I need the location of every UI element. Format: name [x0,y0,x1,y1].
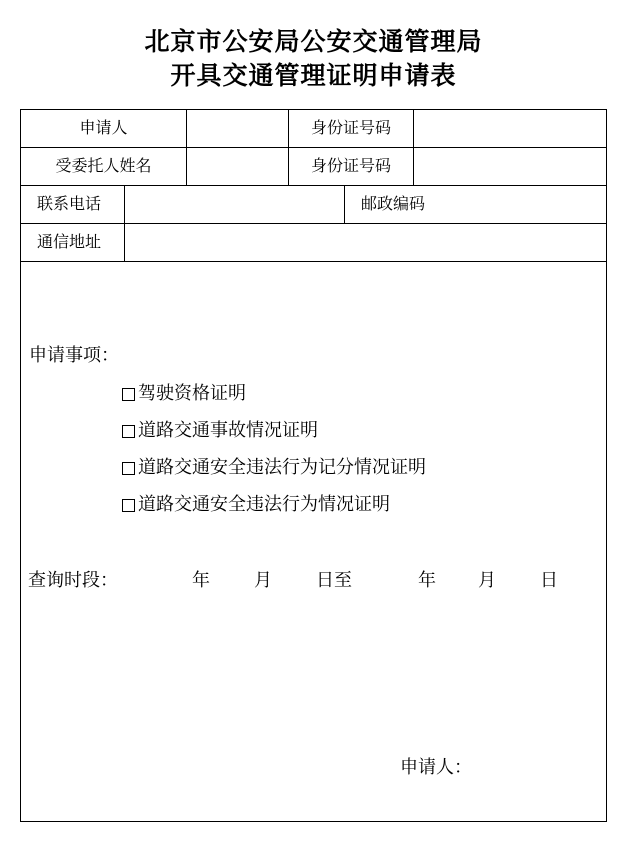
postal-code-field[interactable] [450,186,605,223]
end-year-label: 年 [418,570,436,591]
start-month-label: 月 [254,570,272,591]
delegate-name-label: 受委托人姓名 [55,156,152,175]
start-year-label: 年 [192,570,210,591]
applicant-field[interactable] [187,110,288,147]
postal-code-label: 邮政编码 [361,194,426,213]
option-accident-certificate[interactable] [122,420,318,442]
option-driving-qualification[interactable] [122,383,246,405]
form-title-line-1: 北京市公安局公安交通管理局 [144,27,483,56]
form-title-line-2: 开具交通管理证明申请表 [170,61,457,90]
column-divider [344,185,345,223]
row-divider [20,261,607,262]
checkbox[interactable] [122,499,135,512]
end-month-label: 月 [478,570,496,591]
checkbox[interactable] [122,388,135,401]
applicant-label: 申请人 [79,118,128,137]
option-label: 驾驶资格证明 [138,383,246,404]
query-period-label: 查询时段： [28,570,118,591]
phone-field[interactable] [125,186,344,223]
checkbox[interactable] [122,462,135,475]
checkbox[interactable] [122,425,135,438]
id-number-field[interactable] [414,110,605,147]
end-day-label: 日 [540,570,558,591]
option-label: 道路交通事故情况证明 [138,420,318,441]
phone-label: 联系电话 [37,194,102,213]
option-label: 道路交通安全违法行为情况证明 [138,494,390,515]
application-items-label: 申请事项： [29,345,119,366]
id-number-label: 身份证号码 [310,118,391,137]
delegate-id-number-label: 身份证号码 [310,156,391,175]
signature-label: 申请人： [400,757,472,778]
delegate-name-field[interactable] [187,148,288,185]
option-violation-points-certificate[interactable] [122,457,426,479]
start-day-to-label: 日至 [316,570,352,591]
delegate-id-number-field[interactable] [414,148,605,185]
address-field[interactable] [125,224,605,261]
address-label: 通信地址 [37,232,102,251]
option-label: 道路交通安全违法行为记分情况证明 [138,457,426,478]
option-violation-record-certificate[interactable] [122,494,390,516]
